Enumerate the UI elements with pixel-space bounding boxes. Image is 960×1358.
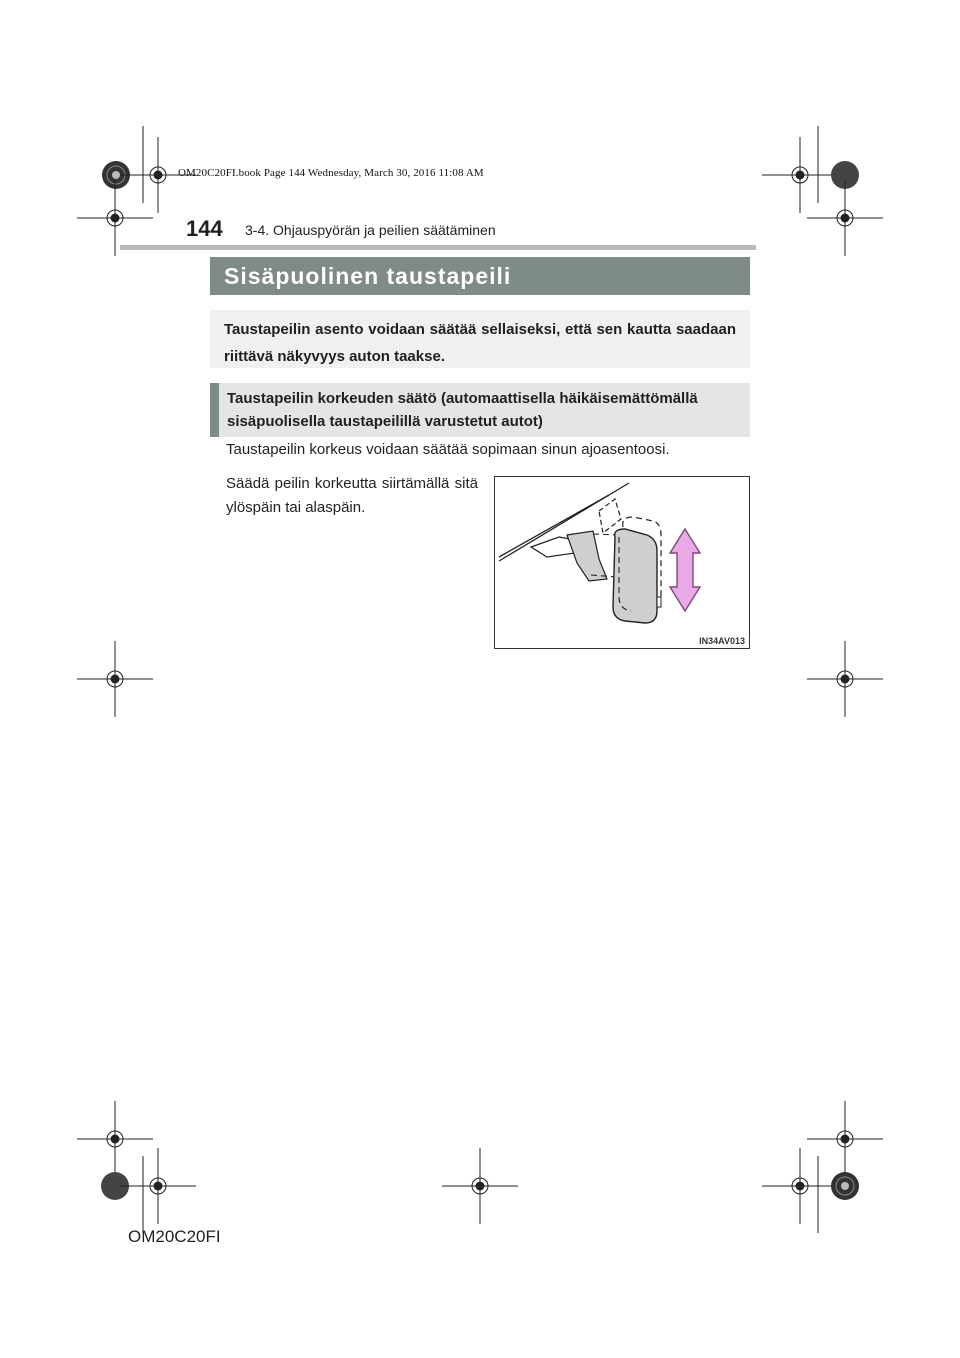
page-number: 144 — [186, 216, 223, 241]
body-paragraph-2: Säädä peilin korkeutta siirtämällä sitä ylöspäin tai alaspäin. — [226, 475, 478, 516]
up-down-arrow-icon — [670, 529, 700, 611]
subheading: Taustapeilin korkeuden säätö (automaattisella häikäisemättömällä sisäpuolisella taustapeilillä varustetut autot) — [210, 383, 750, 437]
body-paragraph-1: Taustapeilin korkeus voidaan säätää sopimaan sinun ajoasentoosi. — [226, 441, 670, 458]
page-title: Sisäpuolinen taustapeili — [210, 257, 750, 295]
mirror-illustration — [494, 476, 750, 649]
mirror-height-drawing — [495, 477, 749, 648]
intro-text: Taustapeilin asento voidaan säätää sellaiseksi, että sen kautta saadaan riittävä näkyvyys auton taakse. — [210, 310, 750, 368]
header-rule — [120, 245, 756, 250]
section-heading: 3-4. Ohjauspyörän ja peilien säätäminen — [245, 222, 496, 238]
book-info-line: OM20C20FI.book Page 144 Wednesday, March 30, 2016 11:08 AM — [178, 167, 484, 179]
footer-manual-code: OM20C20FI — [128, 1227, 221, 1246]
figure-code: IN34AV013 — [699, 636, 745, 646]
